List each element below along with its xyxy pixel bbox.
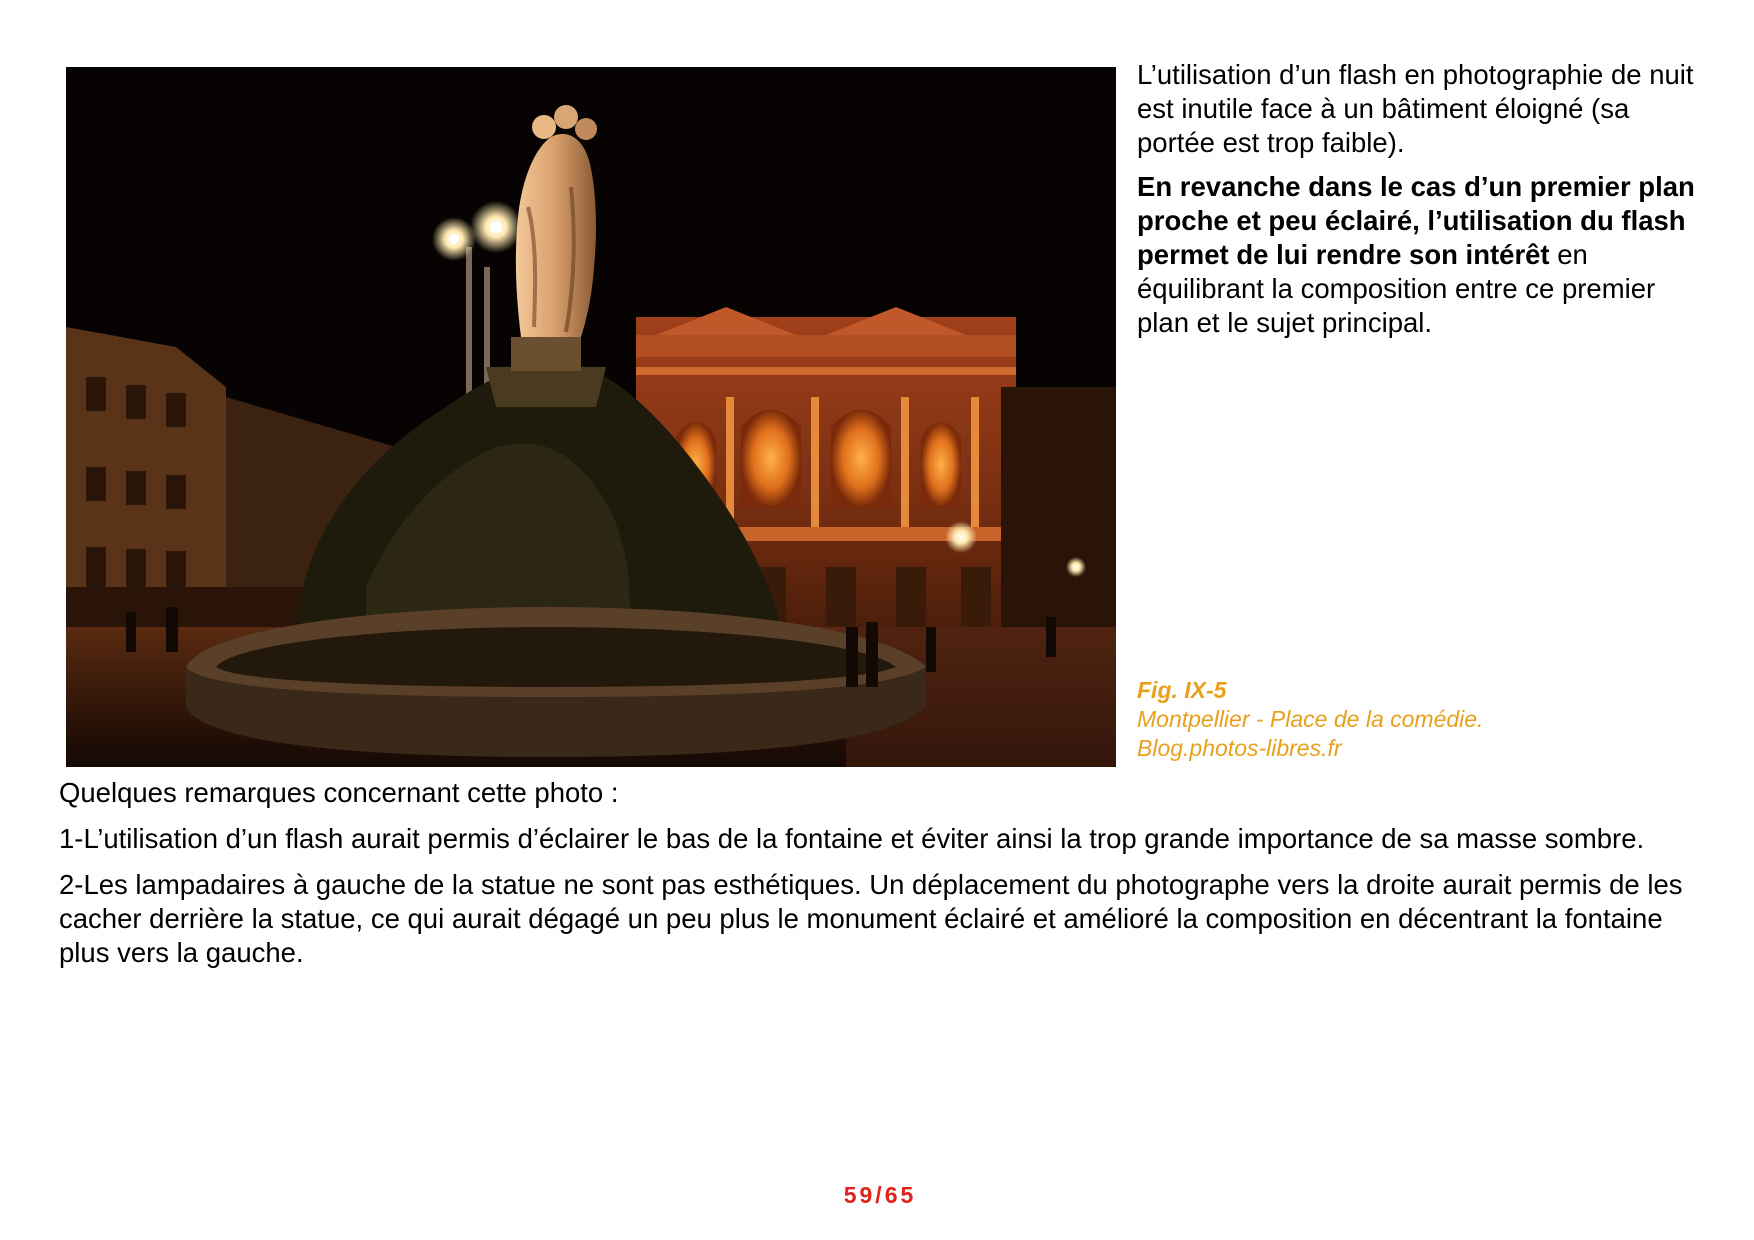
night-photo	[66, 67, 1116, 767]
side-paragraph-2-bold: En revanche dans le cas d’un premier plan proche et peu éclairé, l’utilisation du flash permet de lui rendre son intérêt	[1137, 171, 1695, 270]
side-paragraph-2-rest: en équilibrant la composition entre ce premier plan et le sujet principal.	[1137, 239, 1656, 338]
caption-location: Montpellier - Place de la comédie.	[1137, 706, 1484, 732]
side-paragraph-2	[1137, 170, 1712, 340]
figure-label: Fig. IX-5	[1137, 677, 1227, 703]
side-text	[1137, 58, 1712, 350]
photo-illustration	[66, 67, 1116, 767]
remark-1: 1-L’utilisation d’un flash aurait permis d’éclairer le bas de la fontaine et éviter ainsi la trop grande importance de sa masse sombre.	[59, 823, 1645, 854]
remark-2: 2-Les lampadaires à gauche de la statue ne sont pas esthétiques. Un déplacement du photographe vers la droite aurait permis de les cacher derrière la statue, ce qui aurait dégagé un peu plus le monument éclairé et amélioré la composition en décentrant la fontaine plus vers la gauche.	[59, 869, 1683, 968]
figure-caption	[1137, 676, 1697, 763]
caption-source: Blog.photos-libres.fr	[1137, 735, 1342, 761]
remarks-section	[59, 776, 1709, 982]
side-paragraph-1: L’utilisation d’un flash en photographie de nuit est inutile face à un bâtiment éloigné (sa portée est trop faible).	[1137, 59, 1694, 158]
remarks-intro: Quelques remarques concernant cette photo :	[59, 777, 619, 808]
fountain-basin	[186, 607, 926, 757]
page-number: 59/65	[843, 1182, 917, 1208]
